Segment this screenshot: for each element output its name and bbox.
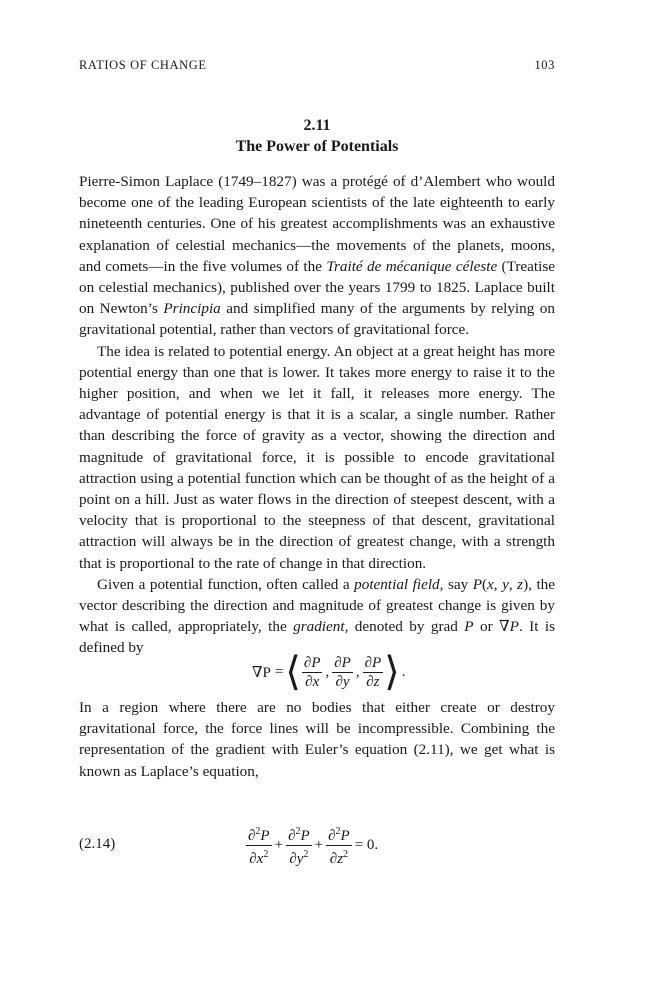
section-number: 2.11 [303, 117, 331, 134]
body-text-lower [79, 697, 555, 782]
italic-run: Principia [163, 300, 221, 318]
left-angle-bracket: ⟨ [285, 649, 301, 694]
plus-sign: + [314, 837, 324, 853]
right-angle-bracket: ⟩ [384, 649, 400, 694]
page-number: 103 [534, 58, 555, 72]
body-text-upper [79, 171, 555, 659]
running-head-title: RATIOS OF CHANGE [79, 58, 207, 72]
text-run: and simplified many of the arguments by relying on gravitational potential, rather than vectors of gravitational force. [79, 300, 555, 339]
section-heading [79, 115, 555, 157]
comma: , [325, 663, 330, 680]
gradient-lhs: ∇P [252, 664, 271, 681]
italic-run: y [502, 575, 509, 593]
second-derivative-fraction: $\frac{\partial^2P}{\partial x^2}$ [248, 826, 270, 867]
fraction: $\frac{\partial P}{\partial y}$ [334, 654, 351, 690]
text-run: , [508, 575, 518, 593]
equals-zero: = 0. [354, 837, 379, 853]
italic-run: Traité de mécanique céleste [326, 257, 498, 275]
paragraph [79, 574, 555, 659]
paragraph [79, 341, 555, 574]
text-run: In a region where there are no bodies that either create or destroy gravitational force, the force lines will be incompressible. Combining the representation of the gradient with Euler’s equation (2.11), we get what is known as Laplace’s equation, [79, 699, 555, 780]
italic-run: z [517, 575, 524, 593]
second-derivative-fraction: $\frac{\partial^2P}{\partial z^2}$ [328, 826, 350, 867]
section-title: The Power of Potentials [235, 138, 399, 155]
paragraph [79, 171, 555, 341]
equals-sign: = [274, 663, 284, 680]
text-run: , [493, 575, 503, 593]
fraction: $\frac{\partial P}{\partial x}$ [303, 654, 321, 690]
italic-run: P [509, 618, 519, 636]
italic-run: x [487, 575, 494, 593]
italic-run: gradient [293, 618, 345, 636]
text-run: (Treatise on celestial mechanics), published over the years 1799 to 1825. Laplace built on Newton’s [79, 257, 555, 318]
italic-run: P [472, 575, 482, 593]
fraction: $\frac{\partial P}{\partial z}$ [364, 654, 382, 690]
text-run: Given a potential function, often called a [97, 575, 355, 593]
text-run: or ∇ [473, 618, 510, 636]
text-run: ), the vector describing the direction and magnitude of greatest change is given by what is called, appropriately, the [79, 575, 556, 636]
text-run: The idea is related to potential energy. An object at a great height has more potential energy than one that is lower. It takes more energy to raise it to the higher position, and when we let it fall, it releases more energy. The advantage of potential energy is that it is a scalar, a single number. Rather than describing the force of gravity as a vector, showing the direction and magnitude of gravitational force, it is possible to encode gravitational attraction using a potential function which can be thought of as the height of a point on a hill. Just as water flows in the direction of steepest descent, with a velocity that is proportional to the steepness of that descent, gravitational attraction will always be in the direction of greatest change, with a strength that is proportional to the rate of change in that direction. [79, 342, 555, 572]
text-run: , denoted by grad [344, 618, 465, 636]
laplace-equation [245, 823, 380, 868]
plus-sign: + [274, 837, 284, 853]
comma: , [355, 663, 360, 680]
paragraph [79, 697, 555, 782]
equation-number: (2.14) [79, 836, 116, 852]
gradient-equation [250, 649, 408, 694]
text-run: . It is defined by [79, 618, 555, 657]
running-head [79, 58, 555, 73]
text-run: ( [481, 575, 488, 593]
equation-period: . [401, 663, 406, 680]
italic-run: P [464, 618, 474, 636]
italic-run: potential field [354, 575, 440, 593]
second-derivative-fraction: $\frac{\partial^2P}{\partial y^2}$ [288, 826, 310, 867]
text-run: , say [439, 575, 473, 593]
text-run: Pierre-Simon Laplace (1749–1827) was a protégé of d’Alembert who would become one of the leading European scientists of the late eighteenth to early nineteenth centuries. One of his greatest accomplishments was an exhaustive explanation of celestial mechanics—the movements of the planets, moons, and comets—in the five volumes of the [79, 173, 555, 275]
